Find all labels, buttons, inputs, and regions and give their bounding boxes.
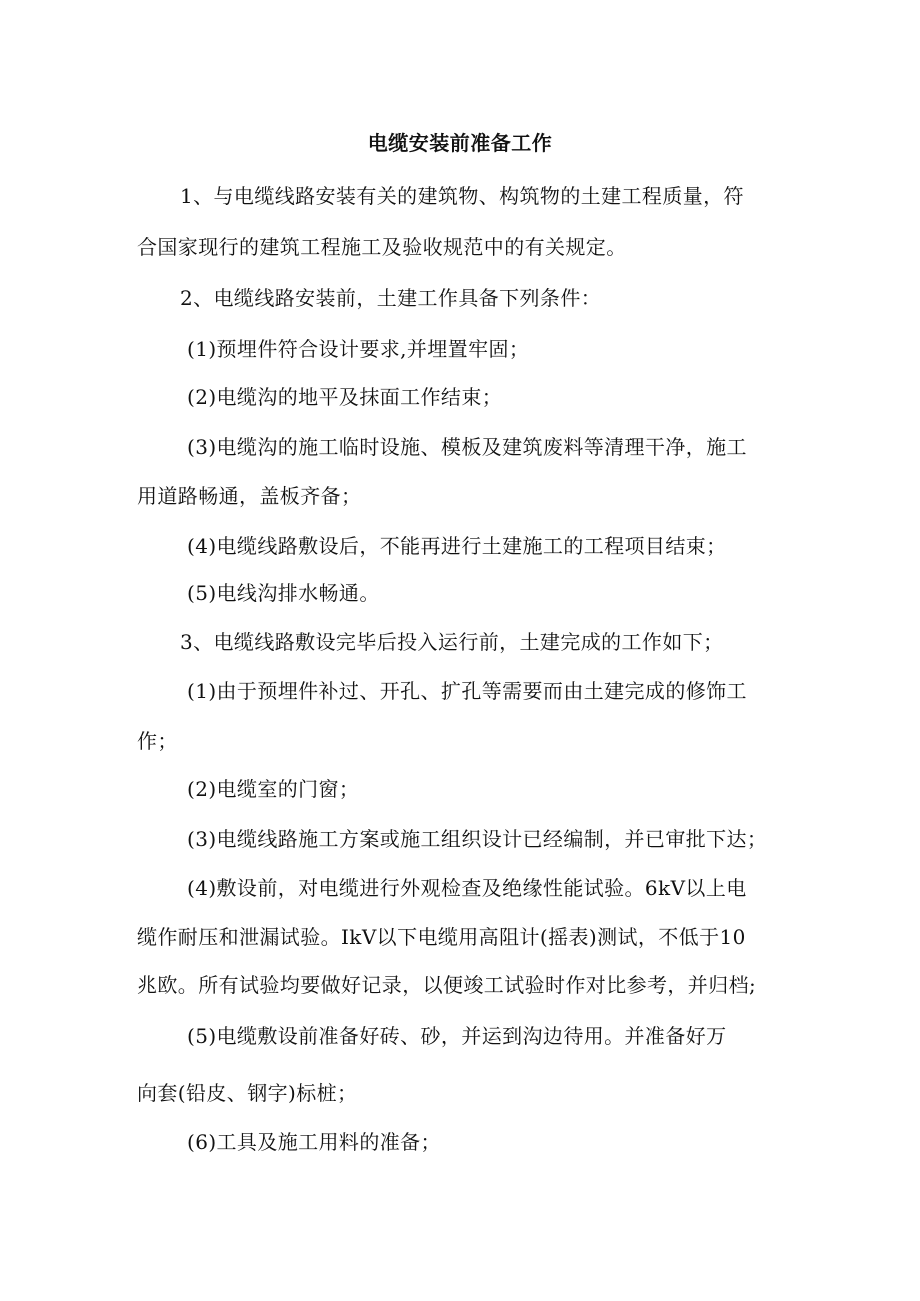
text-line: (6)工具及施工用料的准备； [187,1130,441,1154]
text-line: (4)电缆线路敷设后，不能再进行土建施工的工程项目结束； [187,534,727,558]
text-line: 1、与电缆线路安装有关的建筑物、构筑物的土建工程质量，符 [180,184,744,208]
text-line: 兆欧。所有试验均要做好记录，以便竣工试验时作对比参考，并归档; [137,973,757,997]
text-line: 向套(铅皮、钢字)标桩； [137,1081,358,1105]
text-line: 3、电缆线路敷设完毕后投入运行前，土建完成的工作如下； [180,630,724,654]
text-line: (1)由于预埋件补过、开孔、扩孔等需要而由土建完成的修饰工 [187,679,747,703]
text-line: (4)敷设前，对电缆进行外观检查及绝缘性能试验。6kV以上电 [187,876,747,900]
text-line: (1)预埋件符合设计要求,并埋置牢固； [187,337,530,361]
text-line: (2)电缆沟的地平及抹面工作结束； [187,385,503,409]
text-line: 作； [137,729,178,753]
text-line: 缆作耐压和泄漏试验。IkV以下电缆用高阻计(摇表)测试，不低于10 [137,925,746,949]
text-line: (3)电缆线路施工方案或施工组织设计已经编制，并已审批下达； [187,827,768,851]
text-line: 合国家现行的建筑工程施工及验收规范中的有关规定。 [137,235,627,259]
document-title: 电缆安装前准备工作 [367,131,553,155]
text-line: (2)电缆室的门窗； [187,777,360,801]
text-line: (5)电缆敷设前准备好砖、砂，并运到沟边待用。并准备好万 [187,1024,727,1048]
text-line: 用道路畅通，盖板齐备； [137,484,362,508]
text-line: (5)电线沟排水畅通。 [187,581,380,605]
text-line: 2、电缆线路安装前，土建工作具备下列条件： [180,286,602,310]
text-line: (3)电缆沟的施工临时设施、模板及建筑废料等清理干净，施工 [187,435,747,459]
